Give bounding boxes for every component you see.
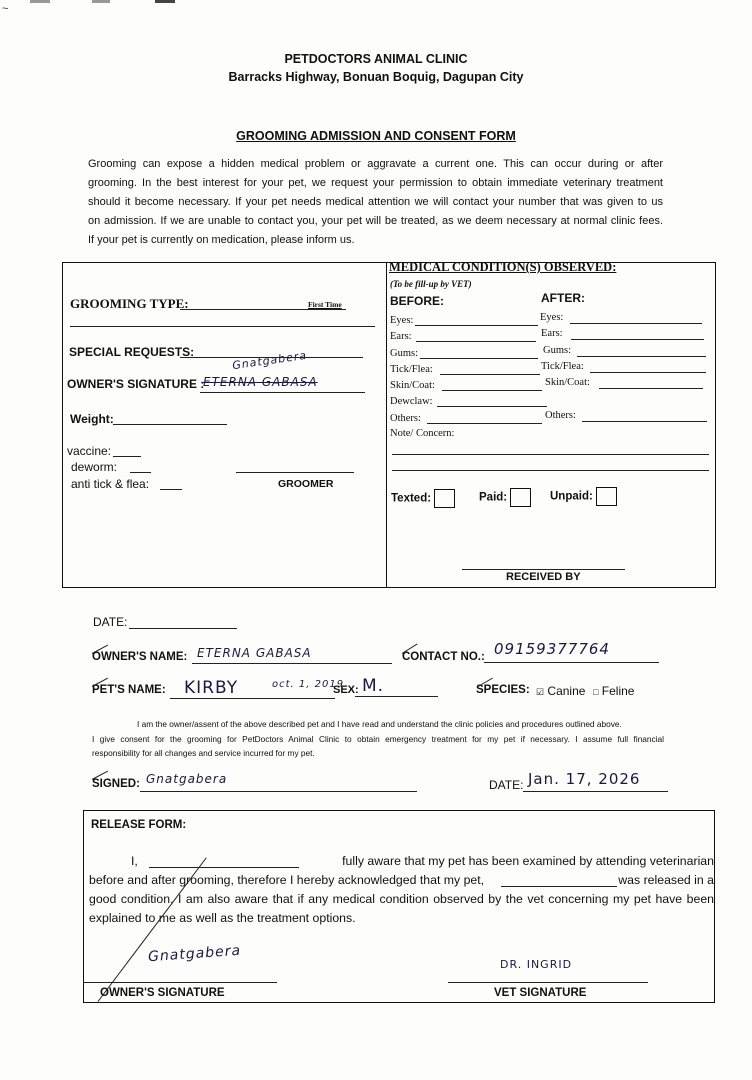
before-eyes-field[interactable] (415, 325, 538, 326)
owner-signature-label: OWNER'S SIGNATURE : (67, 377, 205, 391)
before-dewclaw-field[interactable] (437, 406, 547, 407)
special-requests-label: SPECIAL REQUESTS: (69, 345, 195, 359)
signed-field[interactable] (140, 791, 417, 792)
before-field-label: Others: (390, 412, 421, 424)
grooming-type-note: First Time (308, 300, 342, 309)
medical-fields (390, 312, 710, 426)
vet-signature-label: VET SIGNATURE (494, 987, 587, 999)
medical-subtitle: (To be fill-up by VET) (390, 279, 472, 289)
owner-signature-value: ETERNA GABASA (203, 375, 318, 389)
date2-field[interactable] (523, 791, 668, 792)
clinic-name: PETDOCTORS ANIMAL CLINIC (284, 52, 468, 66)
consent-paragraph (92, 717, 664, 761)
vaccine-field[interactable] (113, 456, 141, 457)
before-field-label: Ears: (390, 331, 412, 343)
pet-name-blank[interactable] (501, 886, 617, 887)
paid-label: Paid: (479, 491, 508, 504)
sex-label: SEX: (333, 684, 359, 696)
before-field-label: Eyes: (390, 315, 414, 326)
checked-box-icon: ☑ (536, 687, 545, 697)
pet-name-label: PET'S NAME: (92, 684, 166, 696)
release-form-title: RELEASE FORM: (91, 819, 187, 831)
before-tickflea-field[interactable] (440, 374, 540, 375)
intro-line: grooming. In the best interest for your pet, we request your permission to obtain immediate veterinary treatment (88, 177, 663, 189)
medical-row-skincoat (390, 377, 710, 393)
consent-line: responsibility for all changes and service incurred for my pet. (92, 748, 315, 758)
owner-name-label: OWNER'S NAME: (92, 651, 188, 663)
sex-value: M. (362, 676, 385, 696)
before-skincoat-field[interactable] (442, 390, 542, 391)
after-gums-field[interactable] (577, 356, 706, 357)
unpaid-checkbox[interactable] (596, 487, 617, 506)
after-ears-field[interactable] (571, 339, 704, 340)
before-field-label: Dewclaw: (390, 396, 433, 408)
before-field-label: Tick/Flea: (390, 363, 433, 375)
vet-name-value: DR. INGRID (500, 958, 573, 971)
after-field-label: Gums: (543, 344, 572, 356)
before-gums-field[interactable] (420, 358, 538, 359)
scan-squiggle: ~ (2, 3, 9, 15)
form-title: GROOMING ADMISSION AND CONSENT FORM (236, 129, 516, 143)
after-field-label: Ears: (541, 328, 563, 340)
species-canine-label: Canine (547, 684, 586, 698)
date2-label: DATE: (489, 778, 524, 792)
texted-checkbox[interactable] (434, 489, 455, 508)
scan-mark (92, 0, 110, 3)
scan-mark (155, 0, 175, 3)
texted-option (391, 489, 455, 508)
after-tickflea-field[interactable] (590, 372, 706, 373)
release-line2-suffix: was released in a (618, 873, 714, 887)
owner-name-blank[interactable] (149, 867, 299, 868)
vaccine-label: vaccine: (67, 444, 112, 458)
owner-name-value: ETERNA GABASA (197, 646, 312, 660)
medical-row-others (390, 410, 710, 426)
before-others-field[interactable] (427, 423, 542, 424)
owner-name-field[interactable] (192, 663, 392, 664)
before-label: BEFORE: (390, 294, 444, 308)
deworm-field[interactable] (130, 472, 151, 473)
release-line1-suffix: fully aware that my pet has been examined by attending veterinarian (342, 854, 714, 868)
received-by-label: RECEIVED BY (506, 571, 581, 583)
after-field-label: Tick/Flea: (541, 360, 584, 372)
weight-field[interactable] (113, 424, 227, 425)
species-feline-label: Feline (601, 684, 635, 698)
clinic-address: Barracks Highway, Bonuan Boquig, Dagupan City (228, 70, 524, 84)
texted-label: Texted: (391, 492, 432, 505)
paid-checkbox[interactable] (510, 488, 531, 507)
antitick-field[interactable] (160, 489, 182, 490)
intro-paragraph (88, 155, 663, 250)
owner-signature-label-release: OWNER'S SIGNATURE (100, 987, 225, 999)
before-field-label: Gums: (390, 347, 419, 359)
grooming-type-field-2[interactable] (70, 326, 375, 327)
release-line: explained to me as well as the treatment options. (89, 911, 356, 925)
unchecked-box-icon: □ (593, 687, 599, 697)
note-field-1[interactable] (392, 454, 709, 455)
after-skincoat-field[interactable] (599, 388, 703, 389)
release-paragraph (89, 852, 714, 928)
release-line (89, 852, 714, 871)
unpaid-option (550, 487, 617, 506)
scan-mark (30, 0, 50, 3)
intro-line: on admission. If we are unable to contact you, your pet will be treated, as we deem necessary at normal clinic fees. (88, 215, 663, 227)
after-eyes-field[interactable] (570, 323, 702, 324)
before-field-label: Skin/Coat: (390, 380, 435, 392)
pet-name-field[interactable] (170, 698, 335, 699)
contact-field[interactable] (484, 662, 659, 663)
signed-value: Gnatgabera (146, 772, 228, 786)
vet-signature-line[interactable] (448, 982, 648, 983)
contact-value: 09159377764 (494, 640, 610, 658)
intro-line: should it become necessary. If your pet needs medical attention we will contact your number that was given to us (88, 196, 663, 208)
note-label: Note/ Concern: (390, 428, 455, 439)
grooming-type-label: GROOMING TYPE: (70, 296, 189, 311)
unpaid-label: Unpaid: (550, 490, 593, 503)
date2-value: Jan. 17, 2026 (528, 770, 641, 788)
deworm-label: deworm: (71, 460, 118, 474)
antitick-label: anti tick & flea: (71, 477, 150, 491)
signed-label: SIGNED: (92, 778, 140, 790)
species-label: SPECIES: (476, 684, 530, 696)
date-field[interactable] (129, 628, 237, 629)
release-line1-prefix: I, (131, 854, 138, 868)
after-others-field[interactable] (582, 421, 707, 422)
intro-line: If your pet is currently on medication, please inform us. (88, 234, 355, 246)
after-label: AFTER: (541, 291, 585, 305)
weight-label: Weight: (70, 412, 114, 426)
release-line: good condition, I am also aware that if any medical condition observed by the vet concerning my pet have been (89, 892, 714, 906)
intro-line: Grooming can expose a hidden medical problem or aggravate a current one. This can occur during or after (88, 158, 663, 170)
species-option-feline[interactable] (593, 684, 634, 698)
pet-birth-value: oct. 1, 2019 (272, 679, 345, 690)
note-field-2[interactable] (392, 470, 709, 471)
before-ears-field[interactable] (416, 341, 536, 342)
paid-option (479, 488, 531, 507)
consent-line: I give consent for the grooming for PetDoctors Animal Clinic to obtain emergency treatment for my pet if necessary. I assume full financial (92, 733, 664, 744)
received-by-line[interactable] (462, 569, 625, 570)
sex-field[interactable] (355, 696, 438, 697)
owner-signature-scrawl-release: Gnatgabera (147, 942, 242, 966)
after-field-label: Others: (545, 409, 576, 421)
release-line2-prefix: before and after grooming, therefore I hereby acknowledged that my pet, (89, 873, 485, 887)
groomer-signature-line[interactable] (236, 472, 354, 473)
grooming-type-field[interactable] (180, 309, 346, 310)
species-option-canine[interactable] (536, 684, 585, 698)
groomer-label: GROOMER (278, 478, 334, 490)
owner-signature-scrawl: Gnatgabera (231, 348, 308, 373)
owner-signature-field[interactable] (200, 392, 365, 393)
consent-line: I am the owner/assent of the above described pet and I have read and understand the clinic policies and procedures outlined above. (137, 719, 622, 729)
after-field-label: Skin/Coat: (545, 377, 590, 389)
medical-title: MEDICAL CONDITION(S) OBSERVED: (389, 260, 617, 274)
contact-label: CONTACT NO.: (402, 651, 485, 663)
after-field-label: Eyes: (540, 312, 564, 323)
date-label: DATE: (93, 615, 128, 629)
pet-name-value: KIRBY (184, 678, 239, 698)
